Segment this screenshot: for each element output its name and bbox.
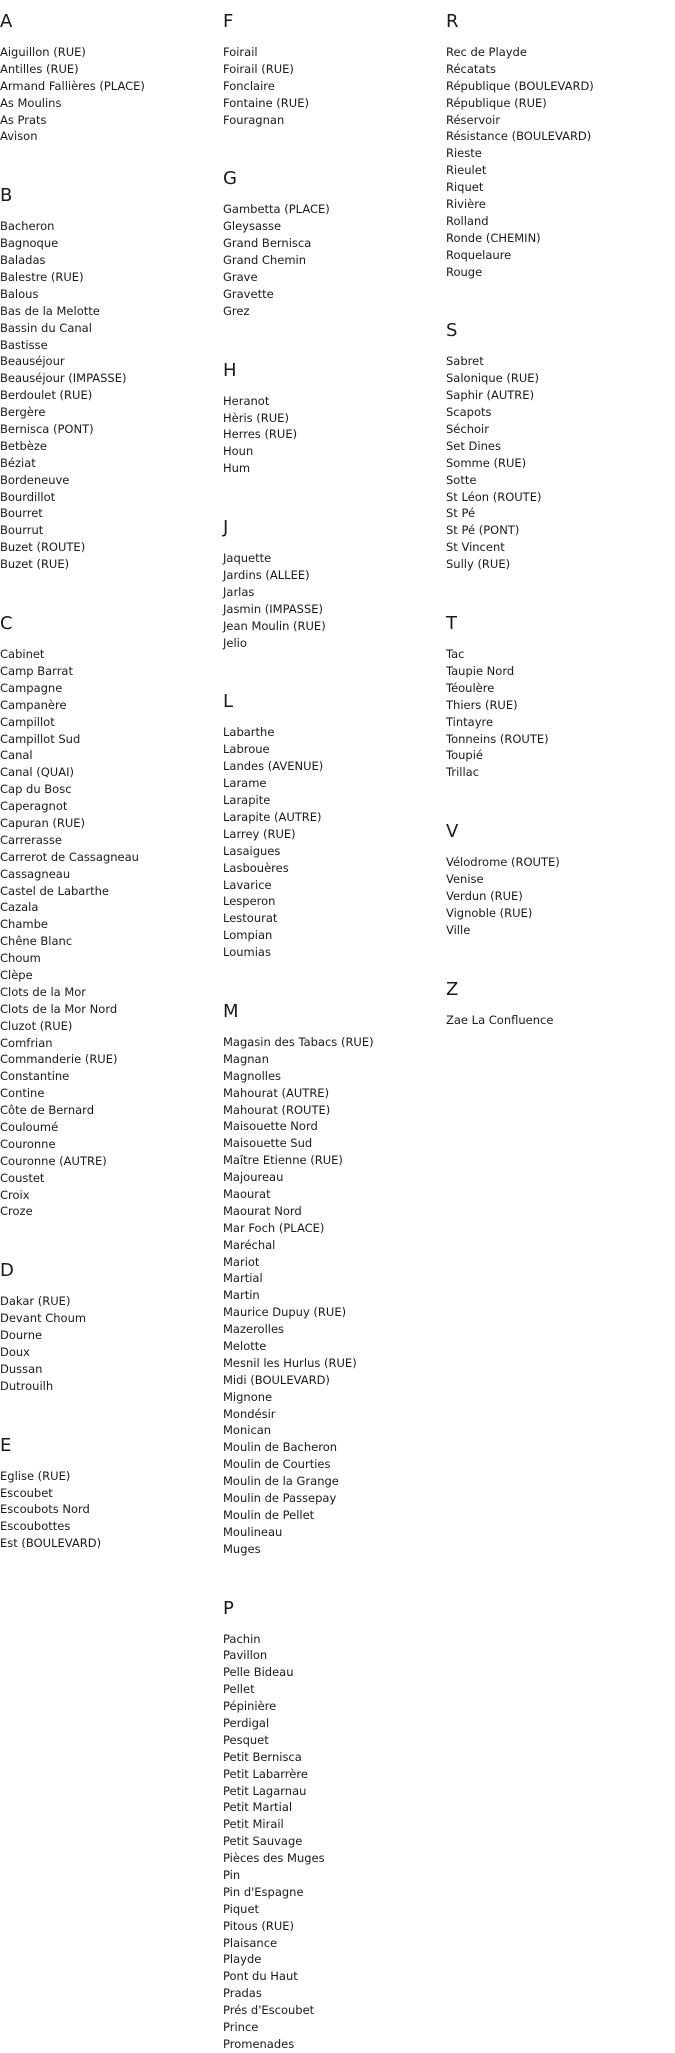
street-link[interactable]: Fouragnan [223, 112, 285, 127]
section-letter-heading: J [223, 517, 229, 539]
street-link[interactable]: Foirail [223, 45, 258, 59]
section-letter-heading: A [0, 11, 13, 32]
street-link[interactable]: Cluzot (RUE) [0, 1018, 73, 1033]
street-link[interactable]: Côte de Bernard [0, 1103, 94, 1118]
street-link[interactable]: Larrey (RUE) [223, 826, 296, 841]
street-link[interactable]: Rivière [446, 197, 486, 212]
street-link[interactable]: Moulin de la Grange [223, 1474, 339, 1489]
street-link[interactable]: Rec de Playde [446, 45, 527, 59]
street-link[interactable]: Somme (RUE) [446, 455, 527, 470]
letter-section [223, 1587, 443, 2053]
street-link[interactable]: Moulineau [223, 1524, 283, 1539]
street-link[interactable]: Carrerasse [0, 832, 62, 847]
letter-section [0, 174, 220, 573]
column-1 [0, 0, 220, 1552]
street-link[interactable]: Canal (QUAI) [0, 765, 74, 780]
letter-section [0, 1249, 220, 1394]
section-letter-heading: H [223, 359, 237, 381]
street-link[interactable]: St Pé [446, 506, 476, 521]
street-link[interactable]: Muges [223, 1541, 261, 1556]
street-link[interactable]: Comfrian [0, 1035, 53, 1050]
section-letter-heading: R [446, 11, 459, 32]
letter-section [223, 506, 443, 651]
street-link[interactable]: Constantine [0, 1069, 70, 1084]
section-spacer [446, 573, 666, 602]
street-link[interactable]: Sully (RUE) [446, 557, 511, 572]
street-link[interactable]: Labroue [223, 742, 270, 757]
street-link[interactable]: Petit Mirail [223, 1817, 284, 1832]
section-spacer [0, 573, 220, 602]
street-link[interactable]: Sabret [446, 354, 484, 369]
street-link[interactable]: Maisouette Nord [223, 1119, 318, 1134]
street-link[interactable]: Carrerot de Cassagneau [0, 849, 139, 864]
street-link[interactable]: Magnolles [223, 1068, 282, 1083]
street-link[interactable]: Rieulet [446, 163, 487, 178]
section-letter-heading: C [0, 613, 13, 635]
street-link[interactable]: Dourne [0, 1328, 43, 1343]
street-link[interactable]: Mahourat (ROUTE) [223, 1102, 331, 1117]
street-link[interactable]: Bourrut [0, 523, 44, 538]
street-link[interactable]: Est (BOULEVARD) [0, 1536, 102, 1551]
section-letter-heading: G [223, 168, 237, 190]
street-link[interactable]: Mondésir [223, 1406, 276, 1421]
street-link[interactable]: Eglise (RUE) [0, 1468, 71, 1483]
street-link[interactable]: Perdigal [223, 1716, 270, 1731]
section-spacer [223, 961, 443, 990]
section-spacer [223, 477, 443, 506]
street-link[interactable]: Campillot Sud [0, 731, 81, 746]
letter-section [223, 680, 443, 960]
street-link[interactable]: Promenades [223, 2036, 295, 2051]
street-link[interactable]: Grave [223, 270, 258, 285]
street-link[interactable]: Playde [223, 1952, 262, 1967]
street-link[interactable]: Maourat [223, 1186, 271, 1201]
street-link[interactable]: Campillot [0, 714, 55, 729]
letter-section [223, 0, 443, 128]
street-link[interactable]: Canal [0, 748, 33, 763]
section-spacer [0, 145, 220, 174]
section-spacer [223, 651, 443, 680]
street-link[interactable]: St Pé (PONT) [446, 523, 520, 538]
section-spacer [0, 1395, 220, 1424]
street-link[interactable]: Sotte [446, 472, 477, 487]
street-link[interactable]: Armand Fallières (PLACE) [0, 78, 145, 93]
street-link[interactable]: Lavarice [223, 877, 272, 892]
street-link[interactable]: Contine [0, 1086, 45, 1101]
street-link[interactable]: Riquet [446, 180, 484, 195]
section-spacer [223, 128, 443, 157]
street-link[interactable]: Vélodrome (ROUTE) [446, 855, 560, 870]
street-link[interactable]: Résistance (BOULEVARD) [446, 129, 592, 144]
street-link[interactable]: Chambe [0, 917, 48, 932]
street-link[interactable]: Moulin de Courties [223, 1457, 331, 1472]
street-link[interactable]: Moulin de Pellet [223, 1507, 315, 1522]
street-link[interactable]: Mahourat (AUTRE) [223, 1085, 330, 1100]
street-link[interactable]: Dutrouilh [0, 1378, 54, 1393]
street-link[interactable]: Caperagnot [0, 799, 68, 814]
street-link[interactable]: République (BOULEVARD) [446, 78, 594, 93]
street-link[interactable]: Venise [446, 872, 484, 887]
street-link[interactable]: Pavillon [223, 1648, 268, 1663]
street-link[interactable]: Pradas [223, 1986, 262, 2001]
street-link[interactable]: Vignoble (RUE) [446, 905, 533, 920]
street-link[interactable]: Verdun (RUE) [446, 888, 523, 903]
street-link[interactable]: Gambetta (PLACE) [223, 202, 330, 217]
street-link[interactable]: Escoubots Nord [0, 1502, 90, 1517]
street-link[interactable]: Fontaine (RUE) [223, 95, 309, 110]
street-link[interactable]: République (RUE) [446, 95, 547, 110]
street-link[interactable]: Bagnoque [0, 236, 59, 251]
street-link[interactable]: Lesperon [223, 894, 276, 909]
street-link[interactable]: Fonclaire [223, 78, 275, 93]
section-letter-heading: T [446, 613, 457, 635]
street-link[interactable]: Pellet [223, 1682, 255, 1697]
street-link[interactable]: Béziat [0, 455, 36, 470]
letter-section [0, 602, 220, 1220]
street-link[interactable]: Castel de Labarthe [0, 883, 109, 898]
street-link[interactable]: Pelle Bideau [223, 1665, 294, 1680]
street-link[interactable]: Couloumé [0, 1119, 59, 1134]
street-link[interactable]: Antilles (RUE) [0, 61, 79, 76]
street-link[interactable]: Jean Moulin (RUE) [223, 618, 326, 633]
column-3 [446, 0, 666, 1029]
street-link[interactable]: Lompian [223, 928, 273, 943]
street-link[interactable]: Maisouette Sud [223, 1136, 313, 1151]
street-link[interactable]: Bergère [0, 405, 46, 420]
street-link[interactable]: Heranot [223, 393, 270, 408]
street-link[interactable]: Foirail (RUE) [223, 61, 294, 76]
section-spacer [446, 781, 666, 810]
section-letter-heading: B [0, 185, 13, 207]
section-spacer [446, 280, 666, 309]
letter-section [446, 810, 666, 938]
letter-section [446, 309, 666, 573]
street-link[interactable]: Landes (AVENUE) [223, 759, 324, 774]
street-link[interactable]: Beauséjour [0, 354, 65, 369]
street-link[interactable]: Mar Foch (PLACE) [223, 1220, 325, 1235]
street-link[interactable]: Herres (RUE) [223, 427, 298, 442]
street-link[interactable]: Tintayre [446, 714, 494, 729]
street-link[interactable]: Séchoir [446, 422, 489, 437]
street-link[interactable]: Rieste [446, 146, 482, 161]
street-link[interactable]: Bordeneuve [0, 472, 70, 487]
street-link[interactable]: Moulin de Passepay [223, 1491, 337, 1505]
street-link[interactable]: Bourdillot [0, 489, 56, 504]
street-link[interactable]: Majoureau [223, 1170, 284, 1185]
street-link[interactable]: Doux [0, 1345, 30, 1359]
street-link[interactable]: Bastisse [0, 337, 48, 352]
section-spacer [223, 1558, 443, 1587]
street-link[interactable]: Jarlas [223, 584, 255, 599]
street-link[interactable]: Dussan [0, 1361, 43, 1376]
street-link[interactable]: Petit Sauvage [223, 1834, 303, 1849]
street-link[interactable]: Trillac [446, 765, 480, 780]
street-link[interactable]: Grez [223, 303, 250, 318]
street-link[interactable]: Baladas [0, 253, 46, 268]
street-link[interactable]: Hèris (RUE) [223, 410, 289, 425]
letter-section [446, 0, 666, 280]
letter-section [223, 157, 443, 319]
street-link[interactable]: Scapots [446, 405, 492, 420]
letter-section [223, 349, 443, 477]
section-letter-heading: L [223, 691, 234, 713]
street-link[interactable]: Maître Etienne (RUE) [223, 1153, 343, 1168]
street-link[interactable]: Balous [0, 286, 39, 301]
street-link[interactable]: Pépinière [223, 1699, 277, 1714]
letter-section [446, 602, 666, 781]
street-link[interactable]: Hum [223, 461, 251, 476]
section-letter-heading: M [223, 1000, 239, 1022]
street-link[interactable]: Bas de la Melotte [0, 303, 100, 318]
street-link[interactable]: Balestre (RUE) [0, 270, 84, 285]
street-link[interactable]: Cabinet [0, 647, 45, 662]
street-link[interactable]: Bassin du Canal [0, 320, 92, 335]
street-link[interactable]: Set Dines [446, 438, 501, 453]
street-link[interactable]: Grand Bernisca [223, 236, 312, 251]
street-link[interactable]: Mariot [223, 1254, 260, 1269]
street-link[interactable]: Loumias [223, 945, 271, 960]
street-link[interactable]: Prince [223, 2020, 259, 2035]
street-link[interactable]: Récatats [446, 61, 496, 76]
letter-section [223, 990, 443, 1558]
street-link[interactable]: Dakar (RUE) [0, 1294, 71, 1309]
street-link[interactable]: Larapite [223, 793, 271, 808]
street-link[interactable]: Taupie Nord [446, 663, 515, 678]
street-link[interactable]: Clèpe [0, 967, 33, 982]
street-link[interactable]: Avison [0, 129, 38, 144]
street-link[interactable]: Maourat Nord [223, 1203, 302, 1218]
section-letter-heading: D [0, 1260, 14, 1282]
street-link[interactable]: Labarthe [223, 725, 275, 740]
letter-section [0, 0, 220, 145]
street-link[interactable]: Toupié [446, 748, 483, 763]
section-letter-heading: E [0, 1434, 12, 1456]
street-link[interactable]: Maurice Dupuy (RUE) [223, 1305, 347, 1320]
section-spacer [223, 320, 443, 349]
street-link[interactable]: Prés d'Escoubet [223, 2003, 315, 2018]
section-letter-heading: F [223, 11, 234, 32]
section-letter-heading: P [223, 1597, 234, 1619]
street-link[interactable]: Pitous (RUE) [223, 1918, 295, 1933]
street-link[interactable]: Betbèze [0, 438, 47, 453]
section-spacer [0, 1220, 220, 1249]
street-link[interactable]: Melotte [223, 1338, 267, 1353]
street-link[interactable]: Cap du Bosc [0, 782, 72, 797]
street-link[interactable]: Mesnil les Hurlus (RUE) [223, 1355, 357, 1370]
letter-section [0, 1424, 220, 1552]
street-link[interactable]: Croze [0, 1204, 33, 1219]
street-link[interactable]: Cassagneau [0, 866, 71, 881]
street-link[interactable]: Clots de la Mor [0, 984, 87, 999]
street-link[interactable]: Rouge [446, 264, 483, 279]
street-link[interactable]: Pachin [223, 1631, 261, 1646]
street-link[interactable]: Escoubet [0, 1485, 53, 1500]
street-link[interactable]: Pièces des Muges [223, 1851, 325, 1866]
street-link[interactable]: Plaisance [223, 1935, 278, 1950]
section-letter-heading: V [446, 821, 459, 843]
street-link[interactable]: Coustet [0, 1170, 45, 1185]
street-link[interactable]: Bourret [0, 506, 43, 521]
street-link[interactable]: Campanère [0, 697, 67, 712]
street-link[interactable]: Rolland [446, 213, 489, 228]
street-link[interactable]: Midi (BOULEVARD) [223, 1372, 330, 1387]
street-link[interactable]: Réservoir [446, 112, 501, 127]
street-link[interactable]: Beauséjour (IMPASSE) [0, 371, 127, 386]
street-link[interactable]: Magnan [223, 1051, 269, 1066]
street-link[interactable]: Petit Martial [223, 1800, 293, 1815]
section-spacer [446, 939, 666, 968]
street-link[interactable]: Tac [446, 647, 465, 662]
street-link[interactable]: Téoulère [446, 680, 495, 695]
street-link[interactable]: Aiguillon (RUE) [0, 45, 86, 59]
street-link[interactable]: Grand Chemin [223, 253, 307, 268]
street-link[interactable]: St Léon (ROUTE) [446, 489, 542, 504]
street-link[interactable]: Campagne [0, 680, 63, 695]
street-link[interactable]: Salonique (RUE) [446, 371, 540, 386]
street-link[interactable]: Martial [223, 1271, 263, 1286]
street-link[interactable]: Roquelaure [446, 247, 512, 262]
street-link[interactable]: Pont du Haut [223, 1969, 298, 1984]
street-link[interactable]: Piquet [223, 1901, 260, 1916]
street-link[interactable]: Berdoulet (RUE) [0, 388, 93, 403]
street-link[interactable]: Buzet (RUE) [0, 557, 70, 572]
street-link[interactable]: Thiers (RUE) [446, 697, 518, 712]
street-link[interactable]: As Prats [0, 112, 47, 127]
street-link[interactable]: Larapite (AUTRE) [223, 809, 322, 824]
street-link[interactable]: Gleysasse [223, 219, 282, 234]
street-link[interactable]: Couronne [0, 1136, 56, 1151]
street-link[interactable]: Jasmin (IMPASSE) [223, 601, 323, 616]
street-link[interactable]: Camp Barrat [0, 663, 73, 678]
section-letter-heading: Z [446, 978, 459, 1000]
street-link[interactable]: Capuran (RUE) [0, 815, 86, 830]
street-link[interactable]: Mignone [223, 1389, 273, 1404]
street-link[interactable]: Couronne (AUTRE) [0, 1153, 107, 1168]
street-link[interactable]: St Vincent [446, 540, 505, 555]
street-link[interactable]: Magasin des Tabacs (RUE) [223, 1034, 374, 1049]
street-link[interactable]: Houn [223, 444, 254, 459]
street-link[interactable]: Bacheron [0, 219, 55, 234]
street-link[interactable]: Lasaigues [223, 843, 281, 858]
street-link[interactable]: Devant Choum [0, 1311, 87, 1326]
street-link[interactable]: As Moulins [0, 95, 62, 110]
street-link[interactable]: Bernisca (PONT) [0, 422, 94, 437]
street-link[interactable]: Commanderie (RUE) [0, 1052, 118, 1067]
street-link[interactable]: Lasbouères [223, 860, 289, 875]
street-link[interactable]: Mazerolles [223, 1322, 285, 1337]
street-link[interactable]: Cazala [0, 900, 39, 915]
street-link[interactable]: Ronde (CHEMIN) [446, 230, 541, 245]
street-link[interactable]: Pin d'Espagne [223, 1884, 304, 1899]
street-link[interactable]: Larame [223, 776, 267, 791]
street-link[interactable]: Chêne Blanc [0, 934, 73, 949]
street-link[interactable]: Petit Lagarnau [223, 1783, 307, 1798]
street-link[interactable]: Jaquette [223, 551, 272, 566]
street-link[interactable]: Jardins (ALLEE) [223, 568, 310, 583]
street-link[interactable]: Choum [0, 951, 41, 966]
street-link[interactable]: Zae La Confluence [446, 1012, 554, 1027]
street-link[interactable]: Pesquet [223, 1732, 269, 1747]
street-link[interactable]: Ville [446, 922, 471, 937]
street-link[interactable]: Lestourat [223, 911, 278, 926]
street-link[interactable]: Martin [223, 1288, 260, 1303]
street-link[interactable]: Monican [223, 1423, 272, 1438]
street-link[interactable]: Tonneins (ROUTE) [446, 731, 549, 746]
street-link[interactable]: Croix [0, 1187, 30, 1202]
street-link[interactable]: Maréchal [223, 1237, 276, 1252]
letter-section [446, 968, 666, 1029]
street-link[interactable]: Buzet (ROUTE) [0, 540, 86, 555]
street-link[interactable]: Petit Labarrère [223, 1766, 308, 1781]
section-letter-heading: S [446, 320, 458, 342]
street-link[interactable]: Moulin de Bacheron [223, 1440, 338, 1455]
street-link[interactable]: Escoubottes [0, 1519, 71, 1534]
column-2 [223, 0, 443, 2053]
street-link[interactable]: Jelio [223, 635, 247, 650]
street-link[interactable]: Petit Bernisca [223, 1749, 302, 1764]
street-link[interactable]: Pin [223, 1868, 241, 1883]
street-link[interactable]: Saphir (AUTRE) [446, 388, 535, 403]
street-link[interactable]: Clots de la Mor Nord [0, 1001, 118, 1016]
street-link[interactable]: Gravette [223, 286, 274, 301]
